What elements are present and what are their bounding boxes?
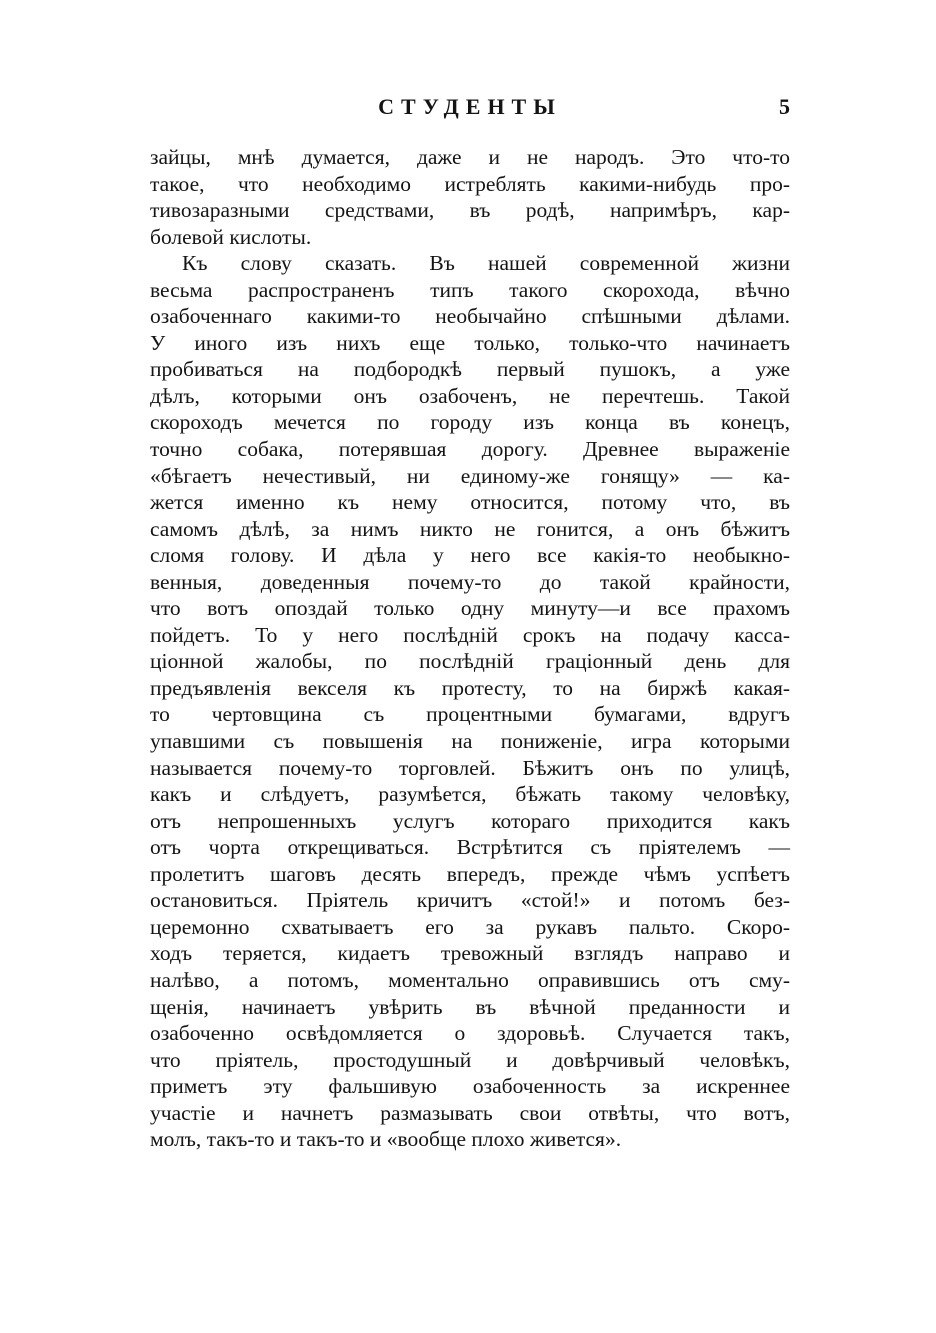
text-line: что пріятель, простодушный и довѣрчивый человѣкъ, <box>150 1047 790 1072</box>
text-line: такое, что необходимо истреблять какими-нибудь про- <box>150 171 790 196</box>
text-line: тивозаразными средствами, въ родѣ, напримѣръ, кар- <box>150 198 790 223</box>
text-line: что вотъ опоздай только одну минуту—и все прахомъ <box>150 596 790 621</box>
text-line: У иного изъ нихъ еще только, только-что начинаетъ <box>150 330 790 355</box>
text-line: предъявленія векселя къ протесту, то на биржѣ какая- <box>150 675 790 700</box>
text-line: называется почему-то торговлей. Бѣжитъ онъ по улицѣ, <box>150 755 790 780</box>
paragraph <box>150 250 790 1153</box>
text-line: щенія, начинаетъ увѣрить въ вѣчной преданности и <box>150 994 790 1019</box>
text-line: «бѣгаетъ нечестивый, ни единому-же гонящу» — ка- <box>150 463 790 488</box>
text-line: озабоченно освѣдомляется о здоровьѣ. Случается такъ, <box>150 1021 790 1046</box>
text-line: самомъ дѣлѣ, за нимъ никто не гонится, а онъ бѣжитъ <box>150 516 790 541</box>
text-line: точно собака, потерявшая дорогу. Древнее выраженіе <box>150 437 790 462</box>
running-title: СТУДЕНТЫ <box>378 94 562 119</box>
text-line: жется именно къ нему относится, потому что, въ <box>150 490 790 515</box>
text-line: венныя, доведенныя почему-то до такой крайности, <box>150 569 790 594</box>
text-line: пойдетъ. То у него послѣдній срокъ на подачу касса- <box>150 622 790 647</box>
text-line: то чертовщина съ процентными бумагами, вдругъ <box>150 702 790 727</box>
body-text <box>150 144 790 1153</box>
text-line: остановиться. Пріятель кричитъ «стой!» и потомъ без- <box>150 888 790 913</box>
text-line: ходъ теряется, кидаетъ тревожный взглядъ направо и <box>150 941 790 966</box>
text-line: сломя голову. И дѣла у него все какія-то необыкно- <box>150 543 790 568</box>
text-line: озабоченнаго какими-то необычайно спѣшными дѣлами. <box>150 304 790 329</box>
text-line: упавшими съ повышенія на пониженіе, игра которыми <box>150 729 790 754</box>
text-line: участіе и начнетъ размазывать свои отвѣты, что вотъ, <box>150 1100 790 1125</box>
text-line: отъ чорта открещиваться. Встрѣтится съ пріятелемъ — <box>150 835 790 860</box>
text-line: Къ слову сказать. Въ нашей современной жизни <box>182 251 790 276</box>
text-line: пробиваться на подбородкѣ первый пушокъ, а уже <box>150 357 790 382</box>
paragraph <box>150 144 790 250</box>
text-line: отъ непрошенныхъ услугъ котораго приходится какъ <box>150 808 790 833</box>
text-line: какъ и слѣдуетъ, разумѣется, бѣжать такому человѣку, <box>150 782 790 807</box>
text-line: весьма распространенъ типъ такого скорохода, вѣчно <box>150 277 790 302</box>
text-line: болевой кислоты. <box>150 224 312 249</box>
text-line: зайцы, мнѣ думается, даже и не народъ. Это что-то <box>150 145 790 169</box>
page-header <box>150 94 790 130</box>
text-line: дѣлъ, которыми онъ озабоченъ, не перечтешь. Такой <box>150 383 790 408</box>
page-number: 5 <box>779 94 790 119</box>
text-line: налѣво, а потомъ, моментально оправившись отъ сму- <box>150 967 790 992</box>
text-line: приметъ эту фальшивую озабоченность за искреннее <box>150 1074 790 1099</box>
text-line: церемонно схватываетъ его за рукавъ пальто. Скоро- <box>150 914 790 939</box>
text-line: пролетитъ шаговъ десять впередъ, прежде чѣмъ успѣетъ <box>150 861 790 886</box>
text-line: ціонной жалобы, по послѣдній граціонный день для <box>150 649 790 674</box>
text-line: молъ, такъ-то и такъ-то и «вообще плохо живется». <box>150 1127 622 1152</box>
text-line: скороходъ мечется по городу изъ конца въ конецъ, <box>150 410 790 435</box>
